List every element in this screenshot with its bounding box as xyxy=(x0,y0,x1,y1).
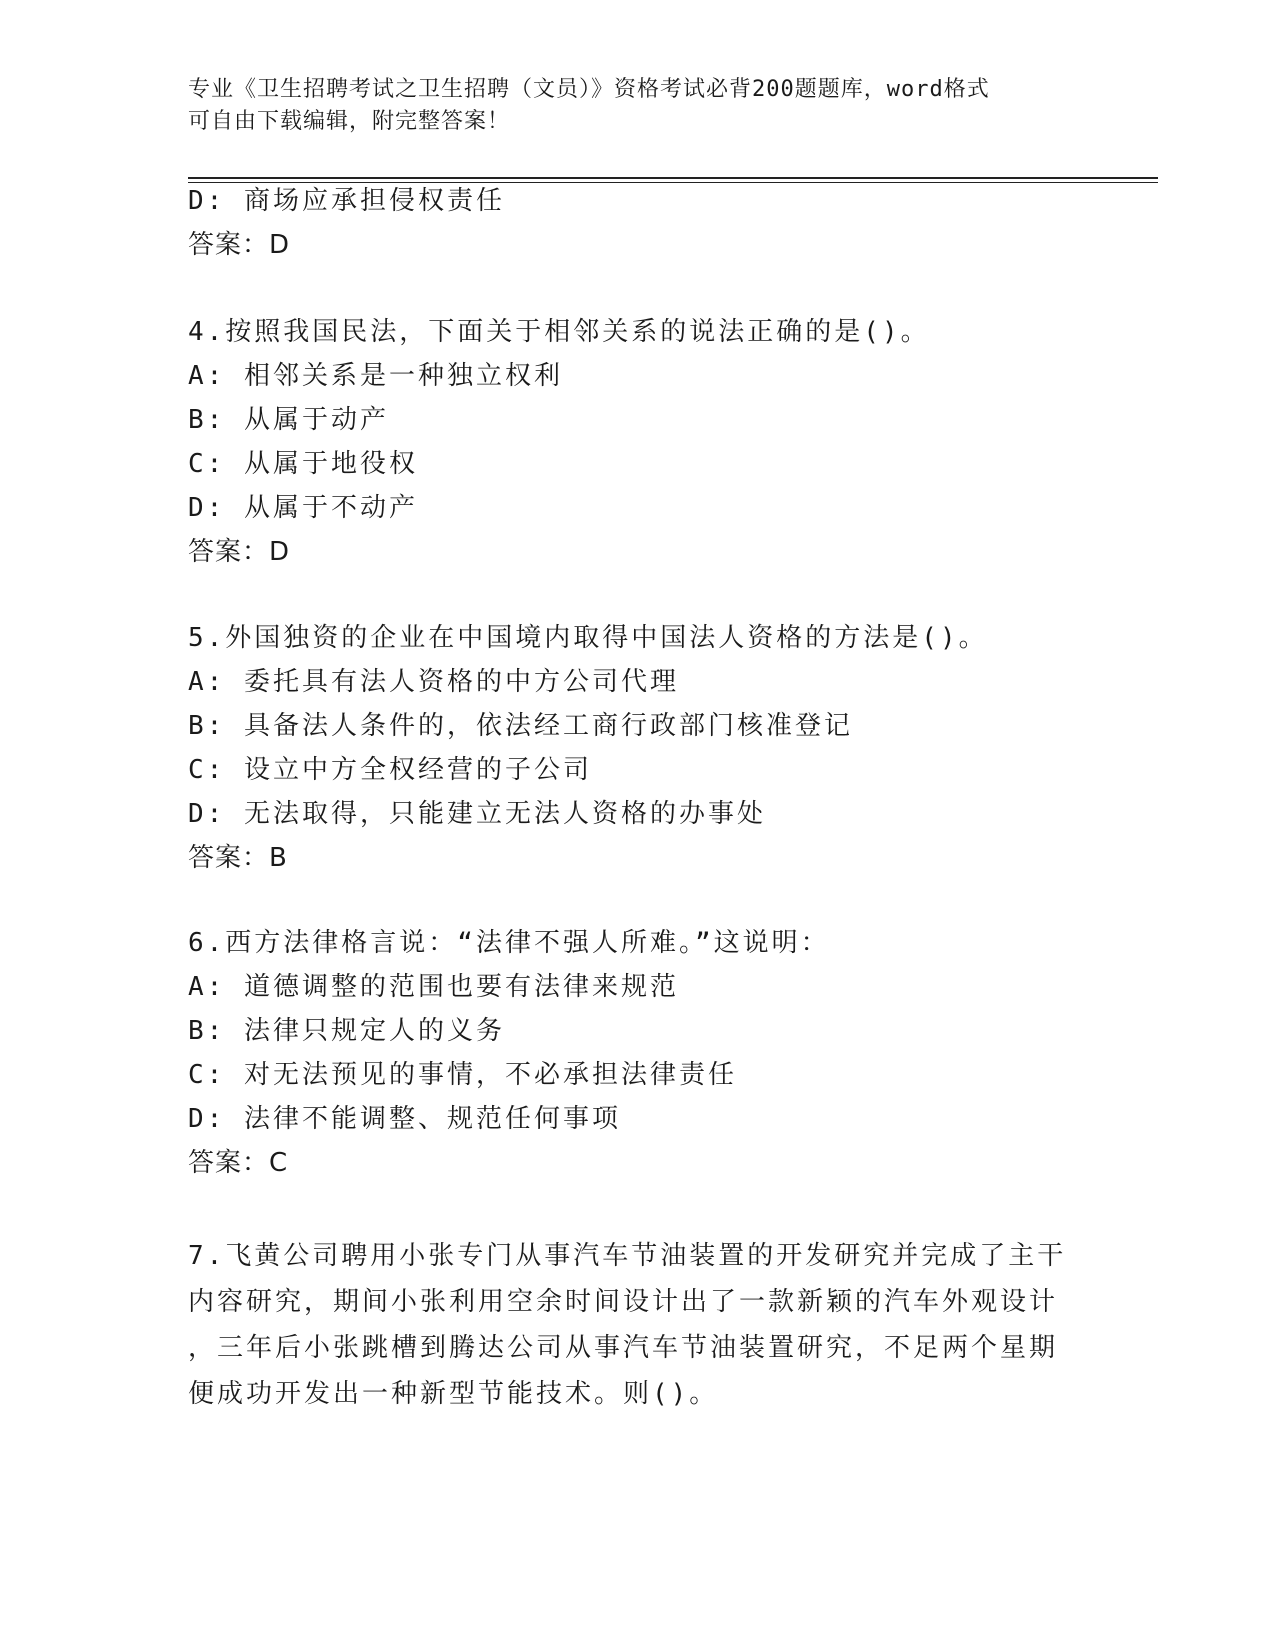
q5-option-b: B: 具备法人条件的，依法经工商行政部门核准登记 xyxy=(188,711,853,741)
q4-option-a: A: 相邻关系是一种独立权利 xyxy=(188,361,563,391)
q6-answer: 答案：C xyxy=(188,1148,289,1178)
header-divider-thin xyxy=(188,182,1158,183)
q4-option-d: D: 从属于不动产 xyxy=(188,493,418,523)
q5-answer: 答案：B xyxy=(188,843,288,873)
q5-option-c: C: 设立中方全权经营的子公司 xyxy=(188,755,592,785)
q4-option-c: C: 从属于地役权 xyxy=(188,449,418,479)
q3-answer: 答案：D xyxy=(188,230,291,260)
header-line-1: 专业《卫生招聘考试之卫生招聘（文员）》资格考试必背200题题库，word格式 xyxy=(188,77,990,102)
q6-option-c: C: 对无法预见的事情，不必承担法律责任 xyxy=(188,1060,737,1090)
q4-stem: 4.按照我国民法，下面关于相邻关系的说法正确的是()。 xyxy=(188,317,930,347)
q4-option-b: B: 从属于动产 xyxy=(188,405,389,435)
header-line-2: 可自由下载编辑，附完整答案！ xyxy=(188,109,511,134)
q7-stem-line-3: ，三年后小张跳槽到腾达公司从事汽车节油装置研究，不足两个星期 xyxy=(188,1333,1059,1363)
q7-stem-line-1: 7.飞黄公司聘用小张专门从事汽车节油装置的开发研究并完成了主干 xyxy=(188,1241,1067,1271)
q6-stem: 6.西方法律格言说：“法律不强人所难。”这说明： xyxy=(188,928,830,958)
q6-option-a: A: 道德调整的范围也要有法律来规范 xyxy=(188,972,679,1002)
q5-option-a: A: 委托具有法人资格的中方公司代理 xyxy=(188,667,679,697)
q4-answer: 答案：D xyxy=(188,537,291,567)
q6-option-b: B: 法律只规定人的义务 xyxy=(188,1016,505,1046)
header-divider-thick xyxy=(188,177,1158,179)
q5-option-d: D: 无法取得，只能建立无法人资格的办事处 xyxy=(188,799,766,829)
q3-option-d: D: 商场应承担侵权责任 xyxy=(188,186,505,216)
q7-stem-line-2: 内容研究，期间小张利用空余时间设计出了一款新颖的汽车外观设计 xyxy=(188,1287,1059,1317)
q6-option-d: D: 法律不能调整、规范任何事项 xyxy=(188,1104,621,1134)
q7-stem-line-4: 便成功开发出一种新型节能技术。则()。 xyxy=(188,1379,719,1409)
document-header xyxy=(188,74,1068,138)
q7-stem xyxy=(188,1233,1068,1417)
q5-stem: 5.外国独资的企业在中国境内取得中国法人资格的方法是()。 xyxy=(188,623,988,653)
